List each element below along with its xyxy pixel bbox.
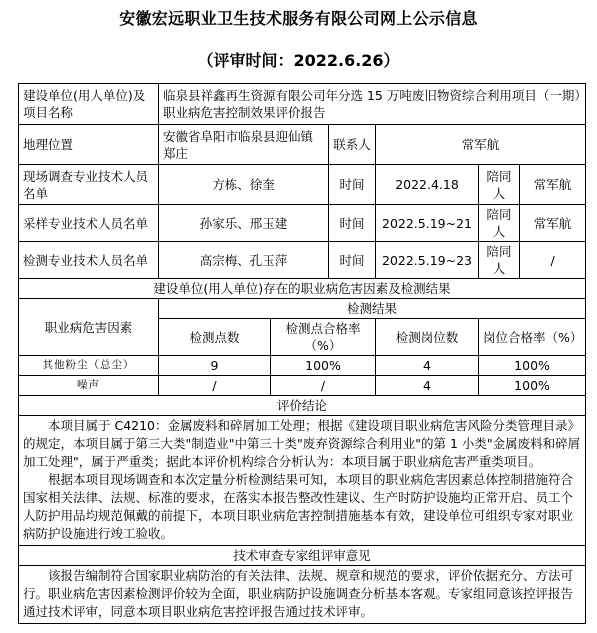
testing-companion-label: 陪同人 [479,242,520,279]
posts-value: 4 [376,376,479,396]
point-rate-value: / [271,376,376,396]
review-title-row [19,546,586,566]
factor-header: 职业病危害因素 [19,299,159,356]
results-header: 检测结果 [159,299,586,319]
factor-name: 噪声 [19,376,159,396]
hazards-header-row [19,299,586,319]
page-title: 安徽宏远职业卫生技术服务有限公司网上公示信息 [119,9,478,28]
hazards-title-row [19,279,586,299]
hazards-section-title: 建设单位(用人单位)存在的职业病危害因素及检测结果 [19,279,586,299]
sampling-time-label: 时间 [329,205,376,242]
sampling-names: 孙家乐、邢玉建 [159,205,329,242]
testing-time-label: 时间 [329,242,376,279]
col-posts: 检测岗位数 [376,319,479,356]
conclusion-title-row [19,396,586,416]
survey-time-label: 时间 [329,165,376,205]
unit-value: 临泉县祥鑫再生资源有限公司年分选 15 万吨废旧物资综合利用项目（一期）职业病危害控制效果评价报告 [159,84,586,125]
location-label: 地理位置 [19,125,159,165]
survey-companion: 常军航 [520,165,586,205]
review-date: （评审时间：2022.6.26） [197,51,400,70]
testing-time: 2022.5.19~23 [376,242,479,279]
review-title: 技术审查专家组评审意见 [19,546,586,566]
posts-value: 4 [376,356,479,376]
unit-label: 建设单位(用人单位)及项目名称 [19,84,159,125]
testing-companion: / [520,242,586,279]
location-row [19,125,586,165]
contact-label: 联系人 [329,125,376,165]
review-row [19,566,586,624]
conclusion-row [19,416,586,546]
review-body [19,566,586,624]
location-value: 安徽省阜阳市临泉县迎仙镇郑庄 [159,125,329,165]
factor-name: 其他粉尘（总尘） [19,356,159,376]
project-row [19,84,586,125]
survey-staff-row [19,165,586,205]
table-row [19,356,586,376]
post-rate-value: 100% [479,356,586,376]
sampling-label: 采样专业技术人员名单 [19,205,159,242]
survey-label: 现场调查专业技术人员名单 [19,165,159,205]
sampling-staff-row [19,205,586,242]
testing-label: 检测专业技术人员名单 [19,242,159,279]
review-text: 该报告编制符合国家职业病防治的有关法律、法规、规章和规范的要求，评价依据充分、方法可行。职业病危害因素检测评价较为全面，职业病防护设施调查分析基本客观。专家组同意该控评报告通过技术评审，同意本项目职业病危害控评报告通过技术评审。 [23,568,574,619]
col-post-rate: 岗位合格率（%） [479,319,586,356]
survey-companion-label: 陪同人 [479,165,520,205]
sampling-time: 2022.5.19~21 [376,205,479,242]
conclusion-paragraph-2: 根据本项目现场调查和本次定量分析检测结果可知，本项目的职业病危害因素总体控制措施符合国家相关法律、法规、标准的要求，在落实本报告整改性建议、生产时防护设施均正常开启、员工个人防护用品均规范佩戴的前提下，本项目职业病危害控制措施基本有效，建设单位可组织专家对职业病防护设施进行竣工验收。 [23,472,574,541]
conclusion-title: 评价结论 [19,396,586,416]
info-table [18,83,586,624]
point-rate-value: 100% [271,356,376,376]
post-rate-value: 100% [479,376,586,396]
conclusion-body [19,416,586,546]
survey-time: 2022.4.18 [376,165,479,205]
table-row [19,376,586,396]
sampling-companion: 常军航 [520,205,586,242]
testing-staff-row [19,242,586,279]
col-points: 检测点数 [159,319,271,356]
col-point-rate: 检测点合格率（%） [271,319,376,356]
points-value: / [159,376,271,396]
survey-names: 方栋、徐奎 [159,165,329,205]
conclusion-paragraph-1: 本项目属于 C4210：金属废料和碎屑加工处理；根据《建设项目职业病危害风险分类管理目录》的规定，本项目属于第三大类"制造业"中第三十类"废弃资源综合利用业"的第 1 小类"金属废料和碎屑加工处理"，属于严重类；据此本评价机构综合分析认为：本项目属于职业病危害严重类项目。 [23,418,581,469]
contact-value: 常军航 [376,125,586,165]
testing-names: 高宗梅、孔玉萍 [159,242,329,279]
points-value: 9 [159,356,271,376]
sampling-companion-label: 陪同人 [479,205,520,242]
